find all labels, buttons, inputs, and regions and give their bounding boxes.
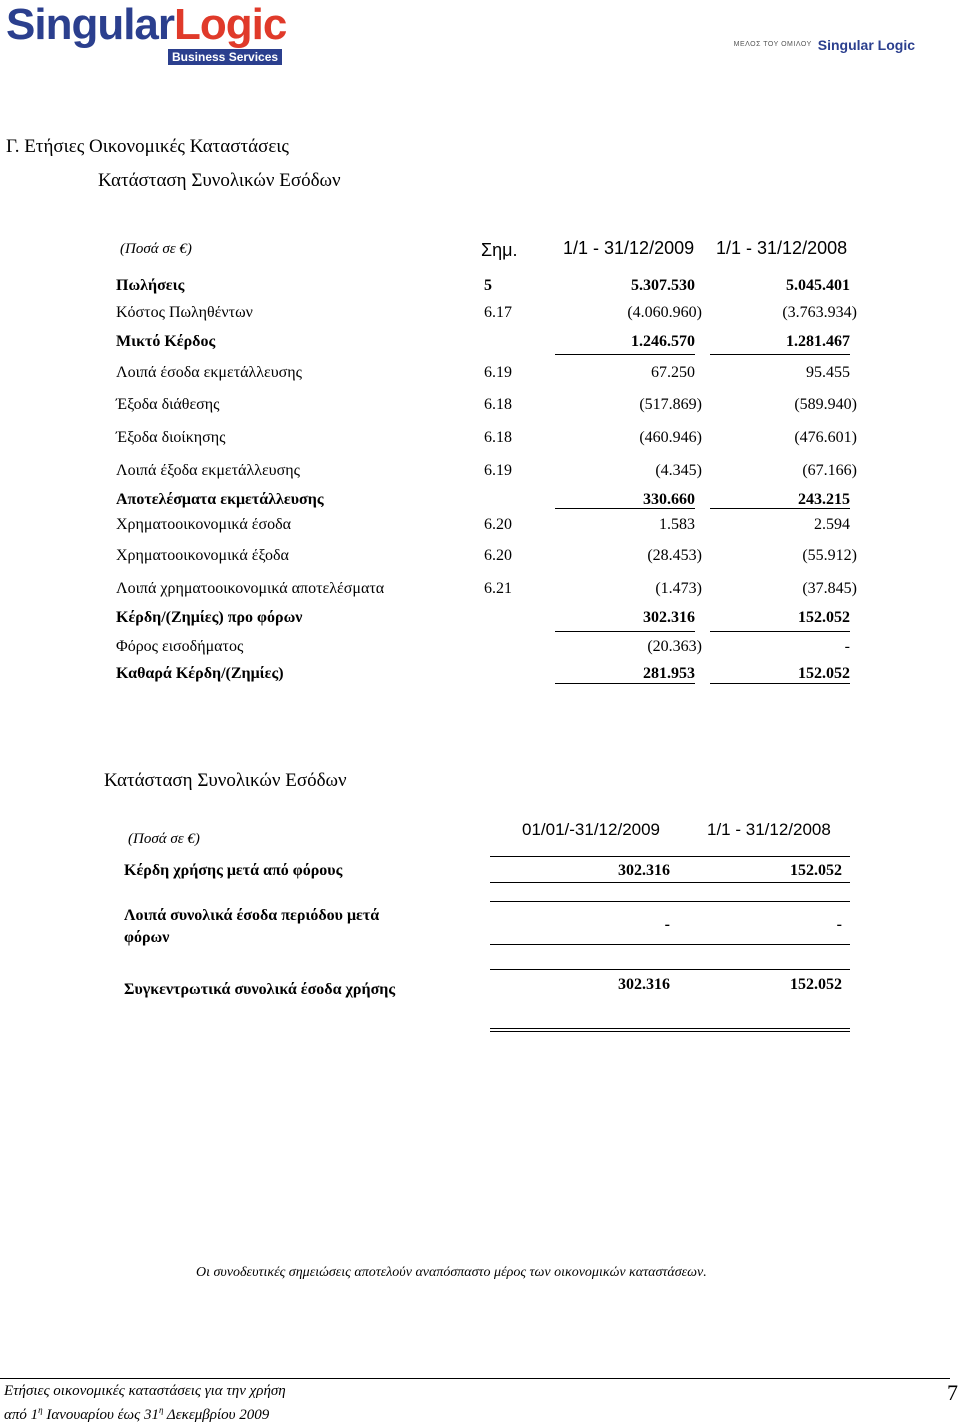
row-value-2009: 67.250 (651, 364, 695, 381)
table-row (0, 361, 960, 385)
col-note-header: Σημ. (481, 240, 518, 260)
row-label: Χρηματοοικονομικά έξοδα (116, 547, 289, 564)
footer-rule (0, 1378, 950, 1379)
section-title: Γ. Ετήσιες Οικονομικές Καταστάσεις (6, 136, 289, 157)
rule (710, 631, 850, 632)
row-value-2008: (37.845) (802, 580, 857, 597)
row-value-2009: (460.946) (639, 429, 702, 446)
row-value-2008: (3.763.934) (782, 304, 857, 321)
group-tag: ΜΕΛΟΣ ΤΟΥ ΟΜΙΛΟΥ (733, 41, 812, 49)
s2-row2-label-b: φόρων (124, 929, 170, 946)
row-value-2009: 281.953 (643, 665, 695, 682)
row-note: 5 (484, 277, 492, 294)
group-logo (734, 36, 915, 54)
rule (555, 683, 695, 684)
rule (490, 1031, 850, 1032)
accompanying-notes: Οι συνοδευτικές σημειώσεις αποτελούν αναπόσπαστο μέρος των οικονομικών καταστάσεων. (196, 1265, 707, 1280)
row-label: Κέρδη/(Ζημίες) προ φόρων (116, 609, 303, 626)
rule (555, 508, 695, 509)
row-value-2009: (517.869) (639, 396, 702, 413)
row-value-2009: 1.583 (659, 516, 695, 533)
row-label: Κόστος Πωληθέντων (116, 304, 253, 321)
row-label: Έξοδα διοίκησης (116, 429, 226, 446)
logo-subtitle: Business Services (168, 49, 282, 65)
row-note: 6.19 (484, 462, 512, 479)
s2-row2-label-a: Λοιπά συνολικά έσοδα περιόδου μετά (124, 907, 380, 924)
s2-row1-label: Κέρδη χρήσης μετά από φόρους (124, 862, 343, 879)
footer-line2-a: από 1 (4, 1407, 39, 1423)
row-value-2009: (28.453) (647, 547, 702, 564)
row-value-2008: 2.594 (814, 516, 850, 533)
statement2-currency: (Ποσά σε €) (128, 831, 200, 847)
row-label: Λοιπά έσοδα εκμετάλλευσης (116, 364, 303, 381)
s2-col-2009-header: 01/01/-31/12/2009 (522, 820, 661, 839)
row-value-2008: 152.052 (798, 609, 850, 626)
col-2009-header: 1/1 - 31/12/2009 (563, 238, 695, 258)
rule (555, 354, 695, 355)
row-note: 6.20 (484, 516, 512, 533)
statement1-title: Κατάσταση Συνολικών Εσόδων (98, 170, 341, 191)
statement1-currency: (Ποσά σε €) (120, 241, 192, 257)
col-2008-header: 1/1 - 31/12/2008 (716, 238, 848, 258)
s2-row3-2009: 302.316 (618, 976, 670, 993)
logo-text-a: Singular (6, 0, 175, 49)
page-number: 7 (947, 1380, 958, 1405)
table-row (0, 513, 960, 537)
rule (555, 631, 695, 632)
rule (490, 856, 850, 857)
row-value-2008: (67.166) (802, 462, 857, 479)
s2-row1-2009: 302.316 (618, 862, 670, 879)
s2-row3-2008: 152.052 (790, 976, 842, 993)
table-row (0, 577, 960, 601)
row-label: Έξοδα διάθεσης (116, 396, 220, 413)
row-value-2008: (55.912) (802, 547, 857, 564)
table-row (0, 330, 960, 354)
row-value-2008: (476.601) (794, 429, 857, 446)
table-row (0, 393, 960, 417)
rule (710, 683, 850, 684)
row-value-2008: - (844, 638, 850, 655)
group-brand: Singular Logic (817, 36, 915, 53)
s2-row2-label (124, 905, 379, 949)
row-value-2008: 95.455 (806, 364, 850, 381)
row-value-2009: 1.246.570 (631, 333, 695, 350)
rule (490, 882, 850, 883)
statement2-title: Κατάσταση Συνολικών Εσόδων (104, 770, 347, 791)
row-value-2009: (20.363) (647, 638, 702, 655)
footer-line2-c: Δεκεμβρίου 2009 (163, 1407, 270, 1423)
s2-row2-2008: - (836, 916, 842, 933)
row-label: Λοιπά έξοδα εκμετάλλευσης (116, 462, 300, 479)
footer-line2-b: Ιανουαρίου έως 31 (42, 1407, 159, 1423)
row-label: Αποτελέσματα εκμετάλλευσης (116, 491, 324, 508)
table-row (0, 274, 960, 298)
table-row (0, 544, 960, 568)
row-note: 6.20 (484, 547, 512, 564)
row-value-2009: (4.060.960) (627, 304, 702, 321)
s2-row3-label: Συγκεντρωτικά συνολικά έσοδα χρήσης (124, 981, 396, 998)
row-value-2009: 302.316 (643, 609, 695, 626)
rule (710, 508, 850, 509)
row-label: Λοιπά χρηματοοικονομικά αποτελέσματα (116, 580, 385, 597)
row-value-2009: (4.345) (655, 462, 702, 479)
footer-line2 (4, 1405, 269, 1424)
row-note: 6.19 (484, 364, 512, 381)
logo-text-b: Logic (174, 0, 287, 49)
row-value-2008: (589.940) (794, 396, 857, 413)
company-logo (6, 2, 286, 66)
table-row (0, 635, 960, 659)
row-label: Πωλήσεις (116, 277, 185, 294)
row-note: 6.18 (484, 396, 512, 413)
row-label: Καθαρά Κέρδη/(Ζημίες) (116, 665, 284, 682)
row-note: 6.17 (484, 304, 512, 321)
footer-sup2: η (158, 1405, 164, 1415)
row-note: 6.18 (484, 429, 512, 446)
footer-sup1: η (38, 1405, 43, 1415)
row-value-2009: (1.473) (655, 580, 702, 597)
table-row (0, 301, 960, 325)
row-value-2008: 243.215 (798, 491, 850, 508)
s2-row2-2009: - (664, 916, 670, 933)
rule (490, 969, 850, 970)
rule (490, 1028, 850, 1029)
row-label: Μικτό Κέρδος (116, 333, 216, 350)
rule (710, 354, 850, 355)
table-row (0, 426, 960, 450)
row-value-2008: 1.281.467 (786, 333, 850, 350)
row-value-2009: 330.660 (643, 491, 695, 508)
row-value-2008: 5.045.401 (786, 277, 850, 294)
s2-row1-2008: 152.052 (790, 862, 842, 879)
table-row (0, 459, 960, 483)
row-note: 6.21 (484, 580, 512, 597)
row-value-2009: 5.307.530 (631, 277, 695, 294)
table-row (0, 606, 960, 630)
row-label: Φόρος εισοδήματος (116, 638, 244, 655)
row-label: Χρηματοοικονομικά έσοδα (116, 516, 291, 533)
row-value-2008: 152.052 (798, 665, 850, 682)
s2-col-2008-header: 1/1 - 31/12/2008 (707, 820, 831, 839)
rule (490, 901, 850, 902)
rule (490, 944, 850, 945)
footer-line1: Ετήσιες οικονομικές καταστάσεις για την χρήση (4, 1383, 286, 1399)
